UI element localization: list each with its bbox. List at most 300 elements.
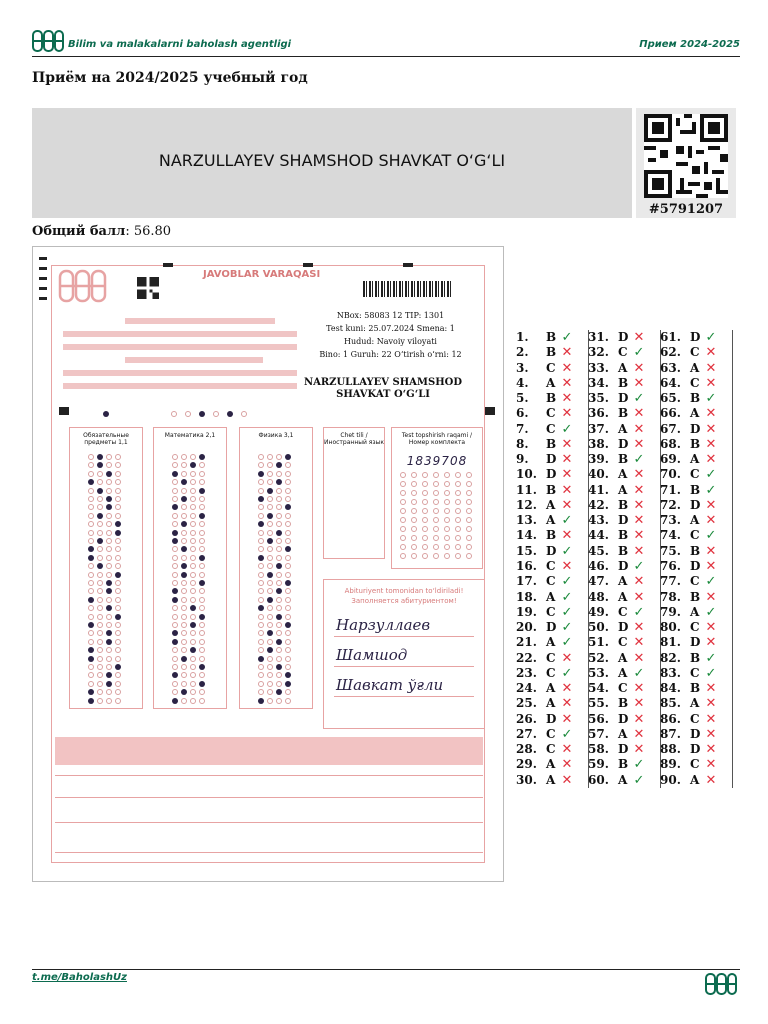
answer-letter: B — [546, 345, 557, 360]
answer-bubble — [88, 488, 94, 494]
answer-bubble — [106, 521, 112, 527]
code-bubble — [433, 526, 439, 532]
check-icon: ✓ — [633, 558, 645, 574]
cross-icon: ✕ — [705, 558, 717, 574]
answer-bubble — [172, 454, 178, 460]
answer-bubble — [190, 656, 196, 662]
answer-letter: C — [690, 528, 700, 543]
handwritten-code: 1839708 — [406, 454, 468, 468]
answer-bubble — [267, 546, 273, 552]
answer-bubble — [181, 521, 187, 527]
question-number: 64. — [660, 375, 681, 390]
code-bubble — [455, 508, 461, 514]
answer-bubble — [199, 496, 205, 502]
answer-row — [516, 620, 588, 635]
answer-row — [660, 498, 732, 513]
code-bubble — [466, 517, 472, 523]
student-name: NARZULLAYEV SHAMSHOD SHAVKAT O‘G‘LI — [158, 151, 506, 170]
answer-bubble — [199, 588, 205, 594]
code-bubble — [400, 472, 406, 478]
answer-bubble — [106, 622, 112, 628]
answer-row — [588, 498, 660, 513]
answer-letter: A — [618, 482, 628, 497]
agency-logo-icon — [32, 30, 64, 52]
answer-bubble — [172, 513, 178, 519]
answer-bubble — [285, 588, 291, 594]
answer-bubble — [106, 664, 112, 670]
answer-bubble — [267, 521, 273, 527]
agency-name: Bilim va malakalarni baholash agentligi — [68, 39, 292, 50]
code-bubble — [411, 481, 417, 487]
answer-bubble — [258, 521, 264, 527]
answer-row — [516, 528, 588, 543]
answer-bubble — [267, 580, 273, 586]
question-number: 7. — [516, 421, 529, 436]
answer-bubble — [115, 672, 121, 678]
answer-bubble — [181, 538, 187, 544]
answer-bubble — [258, 504, 264, 510]
answer-bubble — [276, 614, 282, 620]
answer-bubble — [285, 546, 291, 552]
check-icon: ✓ — [561, 421, 573, 437]
answer-bubble — [97, 538, 103, 544]
cross-icon: ✕ — [633, 497, 645, 513]
question-number: 87. — [660, 726, 681, 741]
answer-row — [588, 635, 660, 650]
answer-bubble — [267, 471, 273, 477]
answer-bubble — [88, 656, 94, 662]
telegram-link[interactable]: t.me/BaholashUz — [32, 972, 127, 983]
answer-row — [516, 391, 588, 406]
question-number: 76. — [660, 558, 681, 573]
question-number: 42. — [588, 497, 609, 512]
code-bubble — [422, 472, 428, 478]
cross-icon: ✕ — [561, 482, 573, 498]
timing-mark — [39, 257, 47, 260]
answer-bubble — [172, 521, 178, 527]
code-bubble — [455, 490, 461, 496]
answer-bubble — [172, 605, 178, 611]
code-bubble — [466, 535, 472, 541]
cross-icon: ✕ — [705, 589, 717, 605]
check-icon: ✓ — [705, 650, 717, 666]
answer-bubble — [285, 488, 291, 494]
answer-bubble — [190, 622, 196, 628]
answer-row — [588, 742, 660, 757]
answer-bubble — [115, 597, 121, 603]
answer-bubble — [115, 639, 121, 645]
answer-row — [660, 666, 732, 681]
answer-bubble — [190, 681, 196, 687]
answer-bubble — [190, 580, 196, 586]
answer-letter: C — [546, 558, 556, 573]
cross-icon: ✕ — [633, 421, 645, 437]
question-number: 4. — [516, 375, 529, 390]
answer-bubble — [181, 488, 187, 494]
answer-letter: C — [618, 604, 628, 619]
code-bubble — [455, 553, 461, 559]
question-number: 14. — [516, 528, 537, 543]
answer-bubble — [199, 471, 205, 477]
question-number: 3. — [516, 360, 529, 375]
question-number: 37. — [588, 421, 609, 436]
answer-bubble — [285, 538, 291, 544]
answer-bubble — [190, 647, 196, 653]
timing-mark — [39, 277, 47, 280]
cross-icon: ✕ — [633, 620, 645, 636]
answer-bubble — [172, 563, 178, 569]
answer-bubble — [172, 647, 178, 653]
answer-row — [516, 376, 588, 391]
timing-mark — [39, 287, 47, 290]
cross-icon: ✕ — [633, 650, 645, 666]
answer-row — [588, 666, 660, 681]
answer-bubble — [285, 471, 291, 477]
cross-icon: ✕ — [705, 360, 717, 376]
answer-bubble — [115, 496, 121, 502]
code-bubble — [466, 526, 472, 532]
answer-bubble — [258, 580, 264, 586]
question-number: 90. — [660, 772, 681, 787]
answer-bubble — [258, 597, 264, 603]
answer-row — [588, 590, 660, 605]
answer-bubble — [285, 454, 291, 460]
question-number: 11. — [516, 482, 537, 497]
question-number: 12. — [516, 497, 537, 512]
answer-letter: C — [690, 620, 700, 635]
answer-bubble — [88, 555, 94, 561]
answer-bubble — [181, 681, 187, 687]
answer-row — [660, 483, 732, 498]
answer-letter: C — [546, 604, 556, 619]
question-number: 45. — [588, 543, 609, 558]
answer-bubble — [181, 504, 187, 510]
answer-bubble — [199, 647, 205, 653]
answer-bubble — [276, 588, 282, 594]
answer-letter: B — [546, 391, 557, 406]
question-number: 68. — [660, 436, 681, 451]
answer-letter: A — [690, 772, 700, 787]
answer-bubble — [199, 622, 205, 628]
question-number: 31. — [588, 330, 609, 344]
answer-bubble — [172, 639, 178, 645]
answer-bubble — [285, 681, 291, 687]
answer-bubble — [88, 546, 94, 552]
answer-bubble — [190, 614, 196, 620]
answer-bubble — [106, 471, 112, 477]
answer-bubble — [181, 622, 187, 628]
answer-row — [660, 544, 732, 559]
answer-bubble — [172, 681, 178, 687]
answer-letter: C — [546, 574, 556, 589]
answer-bubble — [199, 656, 205, 662]
question-number: 88. — [660, 742, 681, 757]
question-number: 86. — [660, 711, 681, 726]
cross-icon: ✕ — [561, 345, 573, 361]
answer-bubble — [115, 546, 121, 552]
question-number: 29. — [516, 757, 537, 772]
answer-bubble — [97, 588, 103, 594]
code-bubble — [433, 499, 439, 505]
cross-icon: ✕ — [633, 635, 645, 651]
answer-bubble — [97, 681, 103, 687]
answer-bubble — [267, 496, 273, 502]
answer-bubble — [190, 597, 196, 603]
answer-bubble — [115, 479, 121, 485]
answer-row — [516, 345, 588, 360]
answer-bubble — [190, 698, 196, 704]
answer-bubble — [181, 496, 187, 502]
answer-bubble — [97, 555, 103, 561]
answer-bubble — [106, 588, 112, 594]
answer-bubble — [258, 622, 264, 628]
answer-row — [588, 467, 660, 482]
answer-letter: C — [546, 650, 556, 665]
answer-bubble — [276, 580, 282, 586]
answer-bubble — [172, 597, 178, 603]
answer-letter: B — [546, 330, 557, 344]
cross-icon: ✕ — [705, 436, 717, 452]
cross-icon: ✕ — [561, 406, 573, 422]
answer-bubble — [181, 647, 187, 653]
answer-row — [516, 544, 588, 559]
answer-letter: D — [546, 452, 557, 467]
answer-bubble — [97, 698, 103, 704]
answer-bubble — [106, 496, 112, 502]
code-bubble — [411, 517, 417, 523]
answer-bubble — [276, 647, 282, 653]
answer-bubble — [267, 689, 273, 695]
answer-row — [660, 651, 732, 666]
question-number: 32. — [588, 345, 609, 360]
answer-bubble — [190, 488, 196, 494]
cross-icon: ✕ — [561, 452, 573, 468]
student-name-panel — [32, 108, 632, 218]
question-number: 74. — [660, 528, 681, 543]
page-header — [32, 30, 740, 57]
answer-bubble — [258, 496, 264, 502]
answer-row — [516, 696, 588, 711]
code-bubble — [422, 553, 428, 559]
answer-column-2 — [588, 330, 661, 788]
answer-bubble — [181, 580, 187, 586]
answer-bubble — [199, 521, 205, 527]
answer-bubble — [115, 530, 121, 536]
answer-bubble — [181, 605, 187, 611]
answer-bubble — [88, 513, 94, 519]
answer-letter: A — [546, 696, 556, 711]
question-number: 60. — [588, 772, 609, 787]
answer-bubble — [276, 698, 282, 704]
code-bubble — [422, 508, 428, 514]
answer-bubble — [276, 479, 282, 485]
answer-bubble — [172, 555, 178, 561]
answer-bubble — [258, 538, 264, 544]
subject-column-1 — [69, 427, 143, 709]
answer-letter: A — [546, 635, 556, 650]
code-bubble — [466, 481, 472, 487]
question-number: 71. — [660, 482, 681, 497]
question-number: 18. — [516, 589, 537, 604]
answer-letter: C — [618, 635, 628, 650]
sheet-logo-icon — [58, 269, 108, 303]
answer-bubble — [199, 597, 205, 603]
question-number: 35. — [588, 391, 609, 406]
answer-row — [660, 590, 732, 605]
check-icon: ✓ — [705, 604, 717, 620]
answer-bubble — [88, 530, 94, 536]
cross-icon: ✕ — [705, 513, 717, 529]
cross-icon: ✕ — [633, 360, 645, 376]
question-number: 36. — [588, 406, 609, 421]
answer-row — [588, 727, 660, 742]
answer-row — [588, 376, 660, 391]
question-number: 62. — [660, 345, 681, 360]
answer-bubble — [285, 504, 291, 510]
answer-bubble — [258, 664, 264, 670]
question-number: 52. — [588, 650, 609, 665]
answer-row — [660, 376, 732, 391]
answer-letter: D — [618, 711, 629, 726]
answer-bubble — [115, 698, 121, 704]
cross-icon: ✕ — [633, 681, 645, 697]
answer-letter: D — [618, 742, 629, 757]
check-icon: ✓ — [705, 467, 717, 483]
cross-icon: ✕ — [561, 558, 573, 574]
question-number: 72. — [660, 497, 681, 512]
answer-row — [660, 406, 732, 421]
answer-letter: C — [546, 726, 556, 741]
answer-bubble — [276, 538, 282, 544]
answer-bubble — [276, 530, 282, 536]
answer-bubble — [258, 681, 264, 687]
answer-bubble — [190, 672, 196, 678]
answer-row — [660, 452, 732, 467]
answer-letter: D — [618, 558, 629, 573]
answer-row — [516, 666, 588, 681]
question-number: 27. — [516, 726, 537, 741]
answer-letter: C — [690, 757, 700, 772]
question-number: 47. — [588, 574, 609, 589]
answer-bubble — [172, 622, 178, 628]
code-bubble — [422, 490, 428, 496]
answer-row — [516, 574, 588, 589]
check-icon: ✓ — [705, 482, 717, 498]
answer-letter: D — [690, 497, 701, 512]
cross-icon: ✕ — [561, 436, 573, 452]
code-bubble — [433, 544, 439, 550]
question-number: 82. — [660, 650, 681, 665]
code-bubble — [444, 481, 450, 487]
answer-bubble — [106, 630, 112, 636]
check-icon: ✓ — [633, 665, 645, 681]
answer-bubble — [276, 664, 282, 670]
answer-bubble — [181, 530, 187, 536]
answer-row — [588, 605, 660, 620]
answer-row — [516, 330, 588, 345]
question-number: 67. — [660, 421, 681, 436]
code-bubble — [433, 490, 439, 496]
question-number: 43. — [588, 513, 609, 528]
answer-bubble — [172, 530, 178, 536]
code-bubble — [455, 526, 461, 532]
agency-logo-icon — [702, 973, 740, 995]
answer-bubble — [199, 614, 205, 620]
cross-icon: ✕ — [705, 681, 717, 697]
answer-letter: A — [690, 513, 700, 528]
answer-bubble — [276, 656, 282, 662]
code-bubble — [422, 517, 428, 523]
answer-bubble — [276, 622, 282, 628]
answer-bubble — [115, 504, 121, 510]
question-number: 39. — [588, 452, 609, 467]
answer-bubble — [88, 605, 94, 611]
instruction-block — [55, 311, 305, 401]
answer-bubble — [172, 580, 178, 586]
check-icon: ✓ — [705, 330, 717, 345]
question-number: 40. — [588, 467, 609, 482]
answer-sheet-scan — [32, 246, 504, 882]
answer-letter: A — [690, 604, 700, 619]
answer-bubble — [115, 563, 121, 569]
answer-row — [516, 559, 588, 574]
answer-bubble — [258, 639, 264, 645]
cross-icon: ✕ — [705, 696, 717, 712]
check-icon: ✓ — [633, 345, 645, 361]
code-bubble — [444, 535, 450, 541]
barcode — [363, 281, 453, 297]
cross-icon: ✕ — [633, 482, 645, 498]
answer-column-3 — [660, 330, 733, 788]
code-bubble — [455, 481, 461, 487]
page-footer — [32, 969, 740, 983]
answer-letter: A — [690, 452, 700, 467]
answer-bubble — [97, 504, 103, 510]
answer-letter: D — [690, 635, 701, 650]
answer-bubble — [97, 605, 103, 611]
code-bubble — [422, 526, 428, 532]
code-bubble — [411, 508, 417, 514]
answer-bubble — [115, 538, 121, 544]
question-number: 56. — [588, 711, 609, 726]
cross-icon: ✕ — [633, 436, 645, 452]
code-bubble — [444, 553, 450, 559]
question-number: 22. — [516, 650, 537, 665]
answer-letter: C — [546, 665, 556, 680]
code-bubble — [433, 535, 439, 541]
sheet-name-line2: SHAVKAT O‘G‘LI — [336, 389, 430, 400]
answer-row — [516, 590, 588, 605]
answer-bubble — [172, 689, 178, 695]
answer-bubble — [181, 588, 187, 594]
answer-bubble — [106, 647, 112, 653]
answer-row — [660, 635, 732, 650]
answer-bubble — [258, 605, 264, 611]
answer-bubble — [115, 462, 121, 468]
sample-marks — [55, 399, 305, 425]
sheet-name-line1: NARZULLAYEV SHAMSHOD — [303, 377, 463, 388]
answer-bubble — [190, 496, 196, 502]
answer-bubble — [258, 513, 264, 519]
answer-row — [588, 345, 660, 360]
answer-bubble — [199, 530, 205, 536]
answer-bubble — [199, 479, 205, 485]
question-number: 50. — [588, 620, 609, 635]
cross-icon: ✕ — [561, 772, 573, 788]
answer-bubble — [115, 588, 121, 594]
answer-bubble — [276, 681, 282, 687]
answer-bubble — [172, 488, 178, 494]
